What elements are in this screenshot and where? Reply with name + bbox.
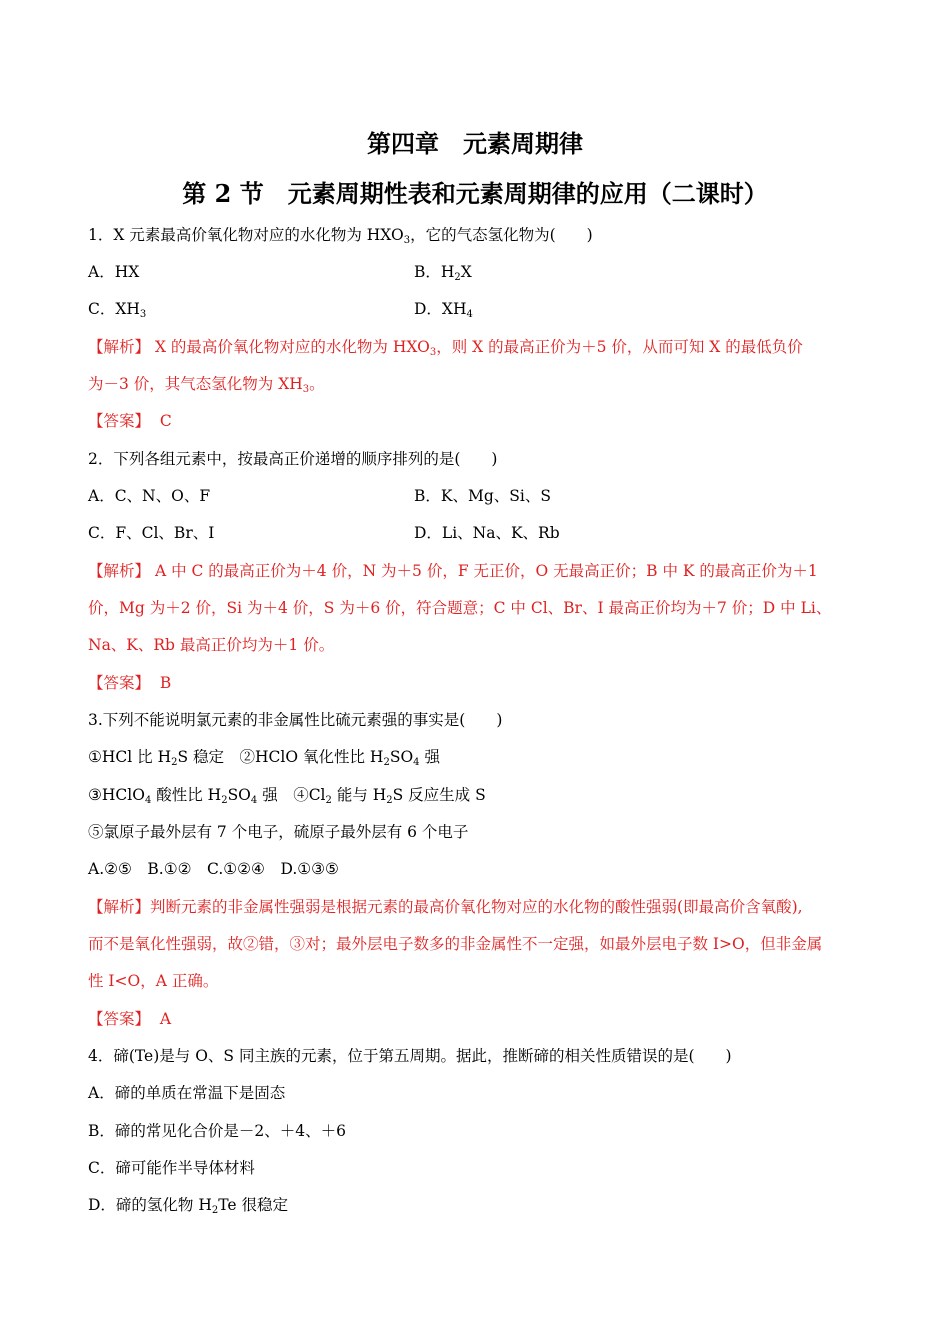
q3-analysis-line-2: 而不是氧化性强弱，故②错，③对；最外层电子数多的非金属性不一定强，如最外层电子数 I>O，但非金属 <box>88 935 823 953</box>
section-title: 第 2 节 元素周期性表和元素周期律的应用（二课时） <box>182 179 768 208</box>
q4-option-b: B．碲的常见化合价是－2、＋4、＋6 <box>88 1122 346 1140</box>
q3-options: A.②⑤ B.①② C.①②④ D.①③⑤ <box>88 860 339 878</box>
q1-answer: 【答案】 C <box>88 412 172 430</box>
q2-analysis-line-3: Na、K、Rb 最高正价均为＋1 价。 <box>88 636 335 654</box>
q3-stem: 3.下列不能说明氯元素的非金属性比硫元素强的事实是( ) <box>88 711 503 729</box>
q2-option-a: A．C、N、O、F <box>88 487 211 505</box>
q1-option-a: A．HX <box>88 263 140 281</box>
q2-analysis-line-2: 价，Mg 为＋2 价，Si 为＋4 价，S 为＋6 价，符合题意；C 中 Cl、Br、I 最高正价均为＋7 价；D 中 Li、 <box>88 599 832 617</box>
q4-option-a: A．碲的单质在常温下是固态 <box>88 1084 286 1102</box>
q2-analysis-line-1: 【解析】 A 中 C 的最高正价为＋4 价，N 为＋5 价，F 无正价，O 无最高正价；B 中 K 的最高正价为＋1 <box>88 562 818 580</box>
q1-analysis-line-2: 为－3 价，其气态氢化物为 $XH_3$。 <box>88 375 325 395</box>
q2-answer: 【答案】 B <box>88 674 172 692</box>
q2-option-d: D．Li、Na、K、Rb <box>414 524 560 542</box>
q2-stem: 2．下列各组元素中，按最高正价递增的顺序排列的是( ) <box>88 450 498 468</box>
q2-option-b: B．K、Mg、Si、S <box>414 487 551 505</box>
chapter-title: 第四章 元素周期律 <box>367 129 583 158</box>
q4-option-d: D．碲的氢化物 $H_2Te$ 很稳定 <box>88 1196 288 1216</box>
q3-statements-1-2: ①HCl 比 $H_2S$ 稳定 ②HClO 氧化性比 $H_2SO_4$ 强 <box>88 748 440 768</box>
q1-analysis-line-1: 【解析】 X 的最高价氧化物对应的水化物为 $HXO_3$，则 X 的最高正价为＋5 价，从而可知 X 的最低负价 <box>88 338 803 358</box>
q3-analysis-line-1: 【解析】判断元素的非金属性强弱是根据元素的最高价氧化物对应的水化物的酸性强弱(即最高价含氧酸), <box>88 898 803 916</box>
q1-stem: 1．X 元素最高价氧化物对应的水化物为 $HXO_3$，它的气态氢化物为( ) <box>88 226 593 246</box>
q3-statement-5: ⑤氯原子最外层有 7 个电子，硫原子最外层有 6 个电子 <box>88 823 469 841</box>
q1-option-c: C．$XH_3$ <box>88 300 147 320</box>
q3-answer: 【答案】 A <box>88 1010 172 1028</box>
q2-option-c: C．F、Cl、Br、I <box>88 524 215 542</box>
q4-stem: 4．碲(Te)是与 O、S 同主族的元素，位于第五周期。据此，推断碲的相关性质错误的是( ) <box>88 1047 732 1065</box>
q1-option-d: D．$XH_4$ <box>414 300 473 320</box>
q4-option-c: C．碲可能作半导体材料 <box>88 1159 255 1177</box>
q1-option-b: B．$H_2X$ <box>414 263 472 283</box>
q3-analysis-line-3: 性 I<O，A 正确。 <box>88 972 219 990</box>
q3-statements-3-4: ③HClO$_4$ 酸性比 $H_2SO_4$ 强 $④Cl_2$ 能与 $H_2S$ 反应生成 S <box>88 786 486 806</box>
